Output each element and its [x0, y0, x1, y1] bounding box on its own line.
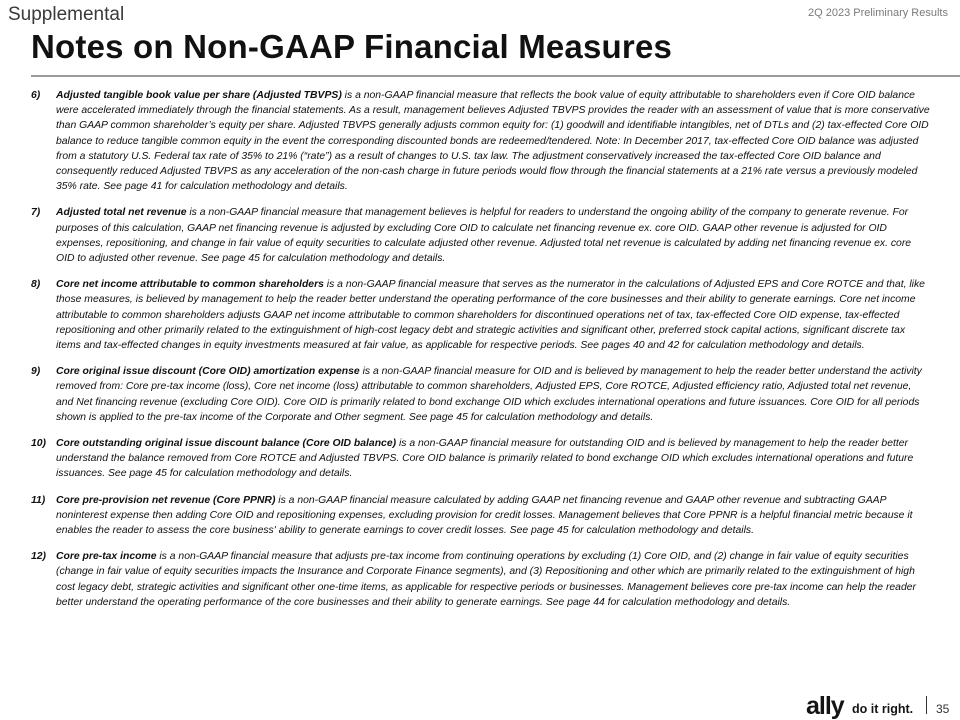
note-term: Adjusted tangible book value per share (Adjusted TBVPS)	[56, 90, 342, 101]
note-body: is a non-GAAP financial measure calculated by adding GAAP net financing revenue and GAAP other revenue and subtracting GAAP noninterest expense then adding Core OID and repositioning expenses, excluding provision for credit losses. Management believes that Core PPNR is a helpful financial metric because it enables the reader to assess the core business' ability to generate earnings to cover credit losses. See page 45 for calculation methodology and details.	[56, 494, 913, 537]
note-number: 12)	[31, 551, 47, 563]
note-text	[56, 205, 931, 266]
note-body: is a non-GAAP financial measure that management believes is helpful for readers to understand the ongoing ability of the company to generate revenue. For purposes of this calculation, GAAP net financing revenue is adjusted by excluding Core OID to calculate net financing revenue ex. core OID. GAAP other revenue is adjusted for OID expenses, repositioning, and change in fair value of equity securities to calculate adjusted other revenue. Adjusted total net revenue is calculated by adding net financing revenue ex. core OID to adjusted other revenue. See page 45 for calculation methodology and details.	[56, 207, 912, 265]
note-item	[31, 205, 931, 266]
notes-list	[31, 88, 931, 621]
note-text	[56, 364, 931, 425]
note-item	[31, 493, 931, 539]
note-number: 6)	[31, 90, 41, 101]
ally-logo: ally	[806, 692, 844, 720]
note-body: is a non-GAAP financial measure for outstanding OID and is believed by management to help the reader better understand the balance removed from Core ROTCE and Adjusted TBVPS. Core OID balance is primarily related to bond exchange OID which excludes international operations and future issuances. See page 45 for calculation methodology and details.	[56, 438, 914, 480]
note-term: Adjusted total net revenue	[56, 207, 187, 219]
note-number: 9)	[31, 366, 41, 378]
note-text	[56, 549, 931, 610]
note-item	[31, 549, 931, 610]
note-text	[56, 436, 931, 482]
note-body: is a non-GAAP financial measure that serves as the numerator in the calculations of Adjusted EPS and Core ROTCE and that, like those measures, is believed by management to help the reader better understand the operating performance of the core businesses and their ability to generate earnings. Core net income attributable to common shareholders adjusts GAAP net income attributable to common shareholders for discontinued operations net of tax, tax-effected Core OID expense, tax-effected repositioning and other primarily related to the extinguishment of high-cost legacy debt and strategic activities and significant other, preferred stock capital actions, significant discrete tax items and tax-effected changes in equity investments measured at fair value, as applicable for respective periods. See pages 40 and 42 for calculation methodology and details.	[56, 279, 925, 352]
note-text	[56, 493, 931, 539]
note-term: Core pre-provision net revenue (Core PPNR)	[56, 494, 276, 506]
report-label: 2Q 2023 Preliminary Results	[807, 7, 948, 19]
note-text	[56, 277, 931, 353]
note-number: 7)	[31, 207, 41, 219]
brand-tagline: do it right.	[852, 702, 914, 716]
note-number: 8)	[31, 279, 41, 291]
note-term: Core net income attributable to common shareholders	[56, 279, 324, 291]
note-body: is a non-GAAP financial measure for OID and is believed by management to help the reader better understand the activity removed from: Core pre-tax income (loss), Core net income (loss) attributable to common shareholders, Adjusted EPS, Core ROTCE, Adjusted efficiency ratio, Adjusted total net revenue, and Net financing revenue (excluding Core OID). Core OID is primarily related to bond exchange OID which excludes international operations and future issuances. Core OID for all periods shown is applied to the pre-tax income of the Corporate and Other segment. See page 45 for calculation methodology and details.	[56, 366, 922, 423]
page-number: 35	[936, 702, 950, 716]
section-label: Supplemental	[8, 4, 125, 25]
note-term: Core pre-tax income	[56, 551, 157, 563]
note-term: Core original issue discount (Core OID) amortization expense	[56, 366, 360, 378]
note-number: 11)	[31, 494, 46, 506]
note-term: Core outstanding original issue discount balance (Core OID balance)	[56, 438, 397, 450]
note-item	[31, 436, 931, 482]
note-text	[56, 88, 931, 194]
title-divider	[31, 75, 960, 77]
note-item	[31, 88, 931, 194]
note-body: is a non-GAAP financial measure that adjusts pre-tax income from continuing operations by excluding (1) Core OID, and (2) change in fair value of equity securities (change in fair value of equity securities impacts the Insurance and Corporate Finance segments), and (3) Repositioning and other which are primarily related to the extinguishment of high cost legacy debt, strategic activities and significant other one-time items, as applicable for respective periods or businesses. Management believes core pre-tax income can help the reader better understand the operating performance of the core businesses and their ability to generate earnings. See page 44 for calculation methodology and details.	[56, 551, 916, 608]
page-title: Notes on Non-GAAP Financial Measures	[31, 28, 673, 65]
note-item	[31, 277, 931, 353]
note-number: 10)	[31, 438, 47, 450]
footer-divider	[926, 696, 927, 714]
note-item	[31, 364, 931, 425]
note-body: is a non-GAAP financial measure that reflects the book value of equity attributable to shareholders even if Core OID balance were accelerated immediately through the financial statements. As a result, management believes Adjusted TBVPS provides the reader with an assessment of value that is more conservative than GAAP common shareholder’s equity per share. Adjusted TBVPS generally adjusts common equity for: (1) goodwill and identifiable intangibles, net of DTLs and (2) tax-effected Core OID balance to reduce tangible common equity in the event the corresponding discounted bonds are redeemed/tendered. Note: In December 2017, tax-effected Core OID balance was adjusted from a statutory U.S. Federal tax rate of 35% to 21% (“rate”) as a result of changes to U.S. tax law. The adjustment conservatively increased the tax-effected Core OID balance and consequently reduced Adjusted TBVPS as any acceleration of the non-cash charge in future periods would flow through the financial statements at a 21% rate versus a previously modeled 35% rate. See page 41 for calculation methodology and details.	[56, 90, 930, 193]
